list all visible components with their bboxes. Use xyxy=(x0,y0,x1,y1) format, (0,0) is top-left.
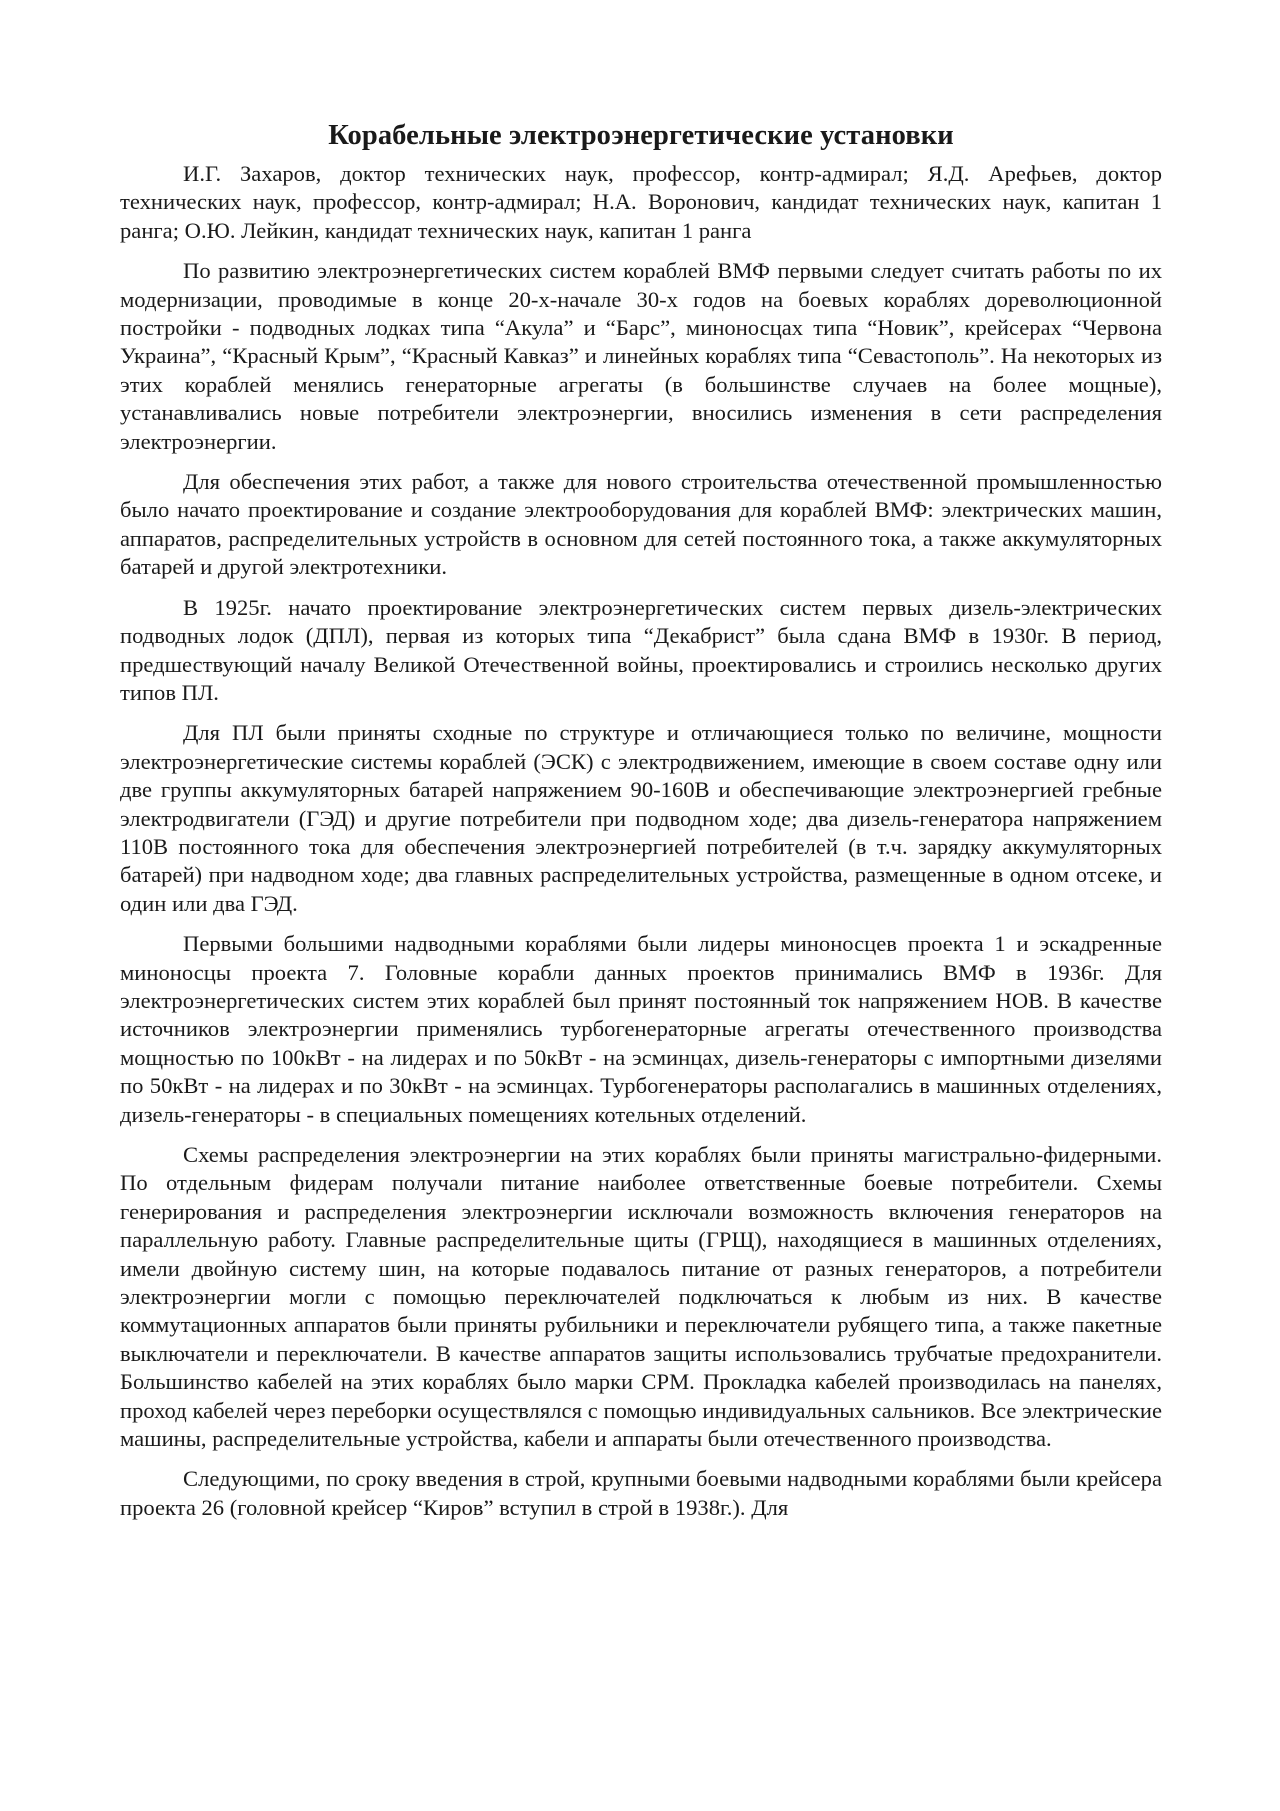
paragraph-2: Для обеспечения этих работ, а также для нового строительства отечественной промышленностью было начато проектирование и создание электрооборудования для кораблей ВМФ: электрических машин, аппаратов, распределительных устройств в основном для сетей постоянного тока, а также аккумуляторных батарей и другой электротехники. xyxy=(120,469,1162,580)
paragraph-4: Для ПЛ были приняты сходные по структуре и отличающиеся только по величине, мощности электроэнергетические системы кораблей (ЭСК) с электродвижением, имеющие в своем составе одну или две группы аккумуляторных батарей напряжением 90-160В и обеспечивающие электроэнергией гребные электродвигатели (ГЭД) и другие потребители при подводном ходе; два дизель-генератора напряжением 110В постоянного тока для обеспечения электроэнергией потребителей (в т.ч. зарядку аккумуляторных батарей) при надводном ходе; два главных распределительных устройства, размещенные в одном отсеке, и один или два ГЭД. xyxy=(120,720,1162,916)
paragraph-5: Первыми большими надводными кораблями были лидеры миноносцев проекта 1 и эскадренные миноносцы проекта 7. Головные корабли данных проектов принимались ВМФ в 1936г. Для электроэнергетических систем этих кораблей был принят постоянный ток напряжением НОВ. В качестве источников электроэнергии применялись турбогенераторные агрегаты отечественного производства мощностью по 100кВт - на лидерах и по 50кВт - на эсминцах, дизель-генераторы с импортными дизелями по 50кВт - на лидерах и по 30кВт - на эсминцах. Турбогенераторы располагались в машинных отделениях, дизель-генераторы - в специальных помещениях котельных отделений. xyxy=(120,931,1162,1127)
paragraph-7: Следующими, по сроку введения в строй, крупными боевыми надводными кораблями были крейсера проекта 26 (головной крейсер “Киров” вступил в строй в 1938г.). Для xyxy=(120,1466,1162,1520)
document-body xyxy=(120,118,1162,1534)
paragraph-1: По развитию электроэнергетических систем кораблей ВМФ первыми следует считать работы по их модернизации, проводимые в конце 20-х-начале 30-х годов на боевых кораблях дореволюционной постройки - подводных лодках типа “Акула” и “Барс”, миноносцах типа “Новик”, крейсерах “Червона Украина”, “Красный Крым”, “Красный Кавказ” и линейных кораблях типа “Севастополь”. На некоторых из этих кораблей менялись генераторные агрегаты (в большинстве случаев на более мощные), устанавливались новые потребители электроэнергии, вносились изменения в сети распределения электроэнергии. xyxy=(120,258,1162,454)
paragraph-6: Схемы распределения электроэнергии на этих кораблях были приняты магистрально-фидерными. По отдельным фидерам получали питание наиболее ответственные боевые потребители. Схемы генерирования и распределения электроэнергии исключали возможность включения генераторов на параллельную работу. Главные распределительные щиты (ГРЩ), находящиеся в машинных отделениях, имели двойную систему шин, на которые подавалось питание от разных генераторов, а потребители электроэнергии могли с помощью переключателей подключаться к любым из них. В качестве коммутационных аппаратов были приняты рубильники и переключатели рубящего типа, а также пакетные выключатели и переключатели. В качестве аппаратов защиты использовались трубчатые предохранители. Большинство кабелей на этих кораблях было марки СРМ. Прокладка кабелей производилась на панелях, проход кабелей через переборки осуществлялся с помощью индивидуальных сальников. Все электрические машины, распределительные устройства, кабели и аппараты были отечественного производства. xyxy=(120,1142,1162,1452)
authors-line: И.Г. Захаров, доктор технических наук, профессор, контр-адмирал; Я.Д. Арефьев, доктор технических наук, профессор, контр-адмирал; Н.А. Воронович, кандидат технических наук, капитан 1 ранга; О.Ю. Лейкин, кандидат технических наук, капитан 1 ранга xyxy=(120,161,1162,243)
document-title: Корабельные электроэнергетические установки xyxy=(328,120,954,151)
paragraph-3: В 1925г. начато проектирование электроэнергетических систем первых дизель-электрических подводных лодок (ДПЛ), первая из которых типа “Декабрист” была сдана ВМФ в 1930г. В период, предшествующий началу Великой Отечественной войны, проектировались и строились несколько других типов ПЛ. xyxy=(120,594,1162,705)
